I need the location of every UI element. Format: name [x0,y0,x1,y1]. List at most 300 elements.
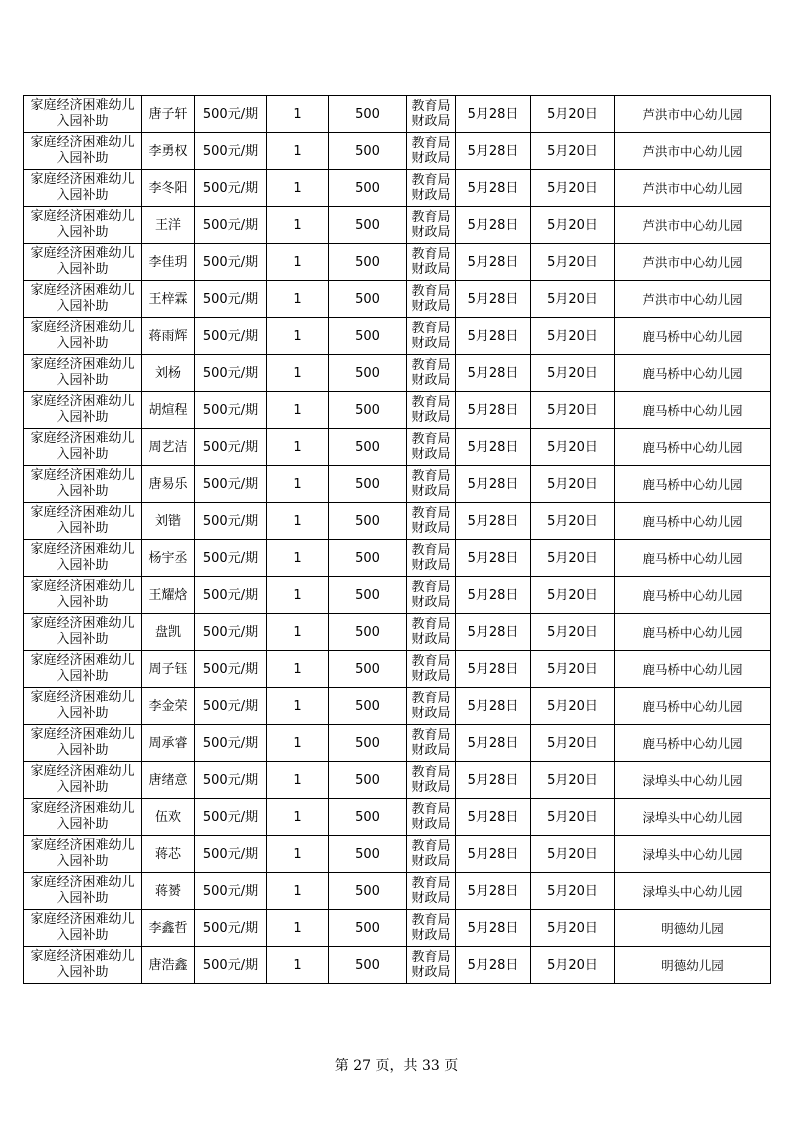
cell-recipient-name: 胡煊程 [142,392,195,429]
cell-department-line: 教育局 [411,173,451,188]
cell-recipient-name: 伍欢 [142,799,195,836]
cell-date-1: 5月28日 [456,762,531,799]
cell-amount: 500 [329,133,407,170]
cell-amount: 500 [329,170,407,207]
cell-subsidy-item-line: 家庭经济困难幼儿 [30,468,135,483]
cell-subsidy-item-line: 入园补助 [56,558,109,573]
cell-amount: 500 [329,873,407,910]
cell-quantity: 1 [267,836,329,873]
cell-school: 鹿马桥中心幼儿园 [615,725,771,762]
cell-subsidy-item-line: 入园补助 [56,891,109,906]
cell-date-1: 5月28日 [456,318,531,355]
cell-standard: 500元/期 [195,873,267,910]
cell-date-1: 5月28日 [456,392,531,429]
cell-department [407,762,456,799]
cell-subsidy-item-line: 家庭经济困难幼儿 [30,875,135,890]
cell-department-line: 财政局 [411,817,451,832]
cell-subsidy-item-line: 家庭经济困难幼儿 [30,505,135,520]
table-row [24,244,771,281]
cell-quantity: 1 [267,688,329,725]
table-row [24,836,771,873]
cell-subsidy-item-line: 入园补助 [56,817,109,832]
cell-standard: 500元/期 [195,318,267,355]
cell-standard: 500元/期 [195,170,267,207]
cell-recipient-name: 唐绪意 [142,762,195,799]
cell-subsidy-item [24,503,142,540]
table-row [24,429,771,466]
cell-department-line: 财政局 [411,928,451,943]
cell-subsidy-item [24,762,142,799]
cell-department [407,392,456,429]
cell-subsidy-item [24,725,142,762]
cell-department [407,170,456,207]
cell-department-line: 财政局 [411,299,451,314]
cell-date-2: 5月20日 [531,466,615,503]
cell-date-2: 5月20日 [531,873,615,910]
table-row [24,355,771,392]
cell-subsidy-item-line: 家庭经济困难幼儿 [30,172,135,187]
cell-department-line: 财政局 [411,114,451,129]
cell-school: 明德幼儿园 [615,947,771,984]
cell-subsidy-item-line: 家庭经济困难幼儿 [30,209,135,224]
cell-department [407,466,456,503]
cell-subsidy-item-line: 入园补助 [56,225,109,240]
cell-amount: 500 [329,762,407,799]
cell-department-line: 教育局 [411,469,451,484]
cell-date-2: 5月20日 [531,392,615,429]
cell-school: 渌埠头中心幼儿园 [615,873,771,910]
cell-date-2: 5月20日 [531,244,615,281]
cell-subsidy-item-line: 入园补助 [56,928,109,943]
cell-department-line: 财政局 [411,558,451,573]
cell-subsidy-item [24,651,142,688]
table-row [24,688,771,725]
cell-quantity: 1 [267,762,329,799]
cell-subsidy-item [24,466,142,503]
cell-quantity: 1 [267,725,329,762]
cell-standard: 500元/期 [195,688,267,725]
cell-quantity: 1 [267,244,329,281]
cell-date-1: 5月28日 [456,96,531,133]
cell-date-1: 5月28日 [456,355,531,392]
cell-amount: 500 [329,392,407,429]
cell-date-1: 5月28日 [456,910,531,947]
table-row [24,947,771,984]
cell-subsidy-item-line: 入园补助 [56,410,109,425]
cell-recipient-name: 王洋 [142,207,195,244]
table-row [24,503,771,540]
cell-department-line: 教育局 [411,284,451,299]
cell-department-line: 财政局 [411,854,451,869]
cell-subsidy-item [24,133,142,170]
cell-recipient-name: 盘凯 [142,614,195,651]
cell-department-line: 财政局 [411,706,451,721]
cell-department-line: 财政局 [411,780,451,795]
cell-department-line: 教育局 [411,654,451,669]
cell-subsidy-item-line: 入园补助 [56,521,109,536]
cell-quantity: 1 [267,355,329,392]
cell-subsidy-item-line: 入园补助 [56,447,109,462]
cell-recipient-name: 王耀焓 [142,577,195,614]
cell-department-line: 教育局 [411,691,451,706]
cell-subsidy-item [24,614,142,651]
cell-subsidy-item-line: 家庭经济困难幼儿 [30,246,135,261]
cell-quantity: 1 [267,799,329,836]
cell-recipient-name: 蒋赟 [142,873,195,910]
cell-amount: 500 [329,281,407,318]
cell-standard: 500元/期 [195,762,267,799]
cell-quantity: 1 [267,577,329,614]
cell-department [407,577,456,614]
cell-department-line: 教育局 [411,580,451,595]
cell-quantity: 1 [267,910,329,947]
cell-subsidy-item [24,910,142,947]
cell-school: 鹿马桥中心幼儿园 [615,614,771,651]
cell-date-2: 5月20日 [531,429,615,466]
table-row [24,207,771,244]
cell-subsidy-item-line: 入园补助 [56,299,109,314]
cell-school: 鹿马桥中心幼儿园 [615,577,771,614]
cell-date-2: 5月20日 [531,688,615,725]
cell-standard: 500元/期 [195,466,267,503]
cell-subsidy-item-line: 家庭经济困难幼儿 [30,838,135,853]
cell-department-line: 财政局 [411,336,451,351]
table-row [24,725,771,762]
cell-subsidy-item [24,577,142,614]
cell-date-2: 5月20日 [531,651,615,688]
cell-date-2: 5月20日 [531,762,615,799]
cell-department [407,355,456,392]
cell-department-line: 教育局 [411,728,451,743]
cell-amount: 500 [329,836,407,873]
cell-subsidy-item [24,355,142,392]
cell-department [407,688,456,725]
cell-recipient-name: 杨宇丞 [142,540,195,577]
cell-subsidy-item-line: 入园补助 [56,595,109,610]
cell-school: 鹿马桥中心幼儿园 [615,466,771,503]
cell-department-line: 教育局 [411,247,451,262]
cell-department [407,540,456,577]
cell-department [407,836,456,873]
cell-subsidy-item-line: 家庭经济困难幼儿 [30,912,135,927]
cell-recipient-name: 刘锴 [142,503,195,540]
table-row [24,170,771,207]
cell-department-line: 财政局 [411,891,451,906]
cell-department-line: 财政局 [411,632,451,647]
cell-quantity: 1 [267,318,329,355]
cell-department-line: 教育局 [411,210,451,225]
cell-recipient-name: 蒋雨辉 [142,318,195,355]
cell-date-2: 5月20日 [531,318,615,355]
cell-subsidy-item-line: 家庭经济困难幼儿 [30,431,135,446]
table-row [24,318,771,355]
cell-date-1: 5月28日 [456,688,531,725]
cell-school: 鹿马桥中心幼儿园 [615,318,771,355]
cell-school: 芦洪市中心幼儿园 [615,207,771,244]
cell-date-1: 5月28日 [456,947,531,984]
cell-standard: 500元/期 [195,207,267,244]
cell-standard: 500元/期 [195,281,267,318]
cell-standard: 500元/期 [195,577,267,614]
cell-recipient-name: 王梓霖 [142,281,195,318]
cell-department [407,614,456,651]
cell-department [407,318,456,355]
cell-department [407,503,456,540]
cell-date-1: 5月28日 [456,244,531,281]
cell-recipient-name: 李鑫哲 [142,910,195,947]
cell-subsidy-item [24,96,142,133]
cell-department [407,96,456,133]
cell-department-line: 教育局 [411,839,451,854]
cell-department-line: 财政局 [411,595,451,610]
cell-quantity: 1 [267,503,329,540]
cell-standard: 500元/期 [195,133,267,170]
cell-department [407,281,456,318]
cell-date-2: 5月20日 [531,503,615,540]
cell-date-1: 5月28日 [456,429,531,466]
cell-department [407,207,456,244]
cell-department-line: 教育局 [411,765,451,780]
cell-date-1: 5月28日 [456,540,531,577]
cell-department-line: 财政局 [411,151,451,166]
cell-date-1: 5月28日 [456,133,531,170]
cell-department [407,910,456,947]
cell-subsidy-item [24,392,142,429]
cell-subsidy-item-line: 入园补助 [56,336,109,351]
cell-subsidy-item-line: 家庭经济困难幼儿 [30,727,135,742]
cell-amount: 500 [329,244,407,281]
cell-subsidy-item-line: 家庭经济困难幼儿 [30,764,135,779]
cell-school: 渌埠头中心幼儿园 [615,799,771,836]
cell-school: 渌埠头中心幼儿园 [615,762,771,799]
cell-recipient-name: 唐浩鑫 [142,947,195,984]
cell-subsidy-item-line: 入园补助 [56,669,109,684]
cell-standard: 500元/期 [195,503,267,540]
cell-quantity: 1 [267,429,329,466]
cell-department-line: 教育局 [411,543,451,558]
cell-school: 鹿马桥中心幼儿园 [615,355,771,392]
cell-date-2: 5月20日 [531,96,615,133]
cell-date-1: 5月28日 [456,577,531,614]
cell-recipient-name: 李金荣 [142,688,195,725]
cell-subsidy-item [24,873,142,910]
cell-department [407,133,456,170]
cell-department [407,947,456,984]
cell-standard: 500元/期 [195,429,267,466]
cell-subsidy-item-line: 入园补助 [56,854,109,869]
cell-department [407,651,456,688]
cell-date-2: 5月20日 [531,170,615,207]
cell-recipient-name: 唐子轩 [142,96,195,133]
cell-department-line: 教育局 [411,136,451,151]
cell-subsidy-item-line: 入园补助 [56,373,109,388]
table-row [24,96,771,133]
cell-standard: 500元/期 [195,96,267,133]
table-row [24,281,771,318]
cell-subsidy-item-line: 入园补助 [56,114,109,129]
cell-department-line: 教育局 [411,358,451,373]
cell-subsidy-item-line: 家庭经济困难幼儿 [30,283,135,298]
cell-date-2: 5月20日 [531,614,615,651]
cell-amount: 500 [329,540,407,577]
cell-subsidy-item-line: 家庭经济困难幼儿 [30,542,135,557]
cell-date-1: 5月28日 [456,836,531,873]
cell-subsidy-item-line: 家庭经济困难幼儿 [30,135,135,150]
cell-school: 鹿马桥中心幼儿园 [615,392,771,429]
table-row [24,614,771,651]
cell-subsidy-item-line: 家庭经济困难幼儿 [30,653,135,668]
cell-department-line: 财政局 [411,743,451,758]
cell-quantity: 1 [267,281,329,318]
cell-recipient-name: 李勇权 [142,133,195,170]
cell-standard: 500元/期 [195,836,267,873]
cell-amount: 500 [329,799,407,836]
cell-department-line: 教育局 [411,432,451,447]
cell-department-line: 财政局 [411,447,451,462]
cell-subsidy-item [24,170,142,207]
cell-standard: 500元/期 [195,947,267,984]
cell-subsidy-item-line: 入园补助 [56,188,109,203]
cell-department-line: 教育局 [411,617,451,632]
subsidy-table [23,95,771,984]
cell-subsidy-item-line: 家庭经济困难幼儿 [30,801,135,816]
cell-subsidy-item-line: 家庭经济困难幼儿 [30,690,135,705]
cell-school: 鹿马桥中心幼儿园 [615,503,771,540]
cell-date-1: 5月28日 [456,281,531,318]
cell-recipient-name: 周艺洁 [142,429,195,466]
cell-date-2: 5月20日 [531,799,615,836]
cell-subsidy-item [24,688,142,725]
table-row [24,873,771,910]
table-row [24,910,771,947]
table-row [24,799,771,836]
cell-department [407,725,456,762]
cell-subsidy-item-line: 入园补助 [56,780,109,795]
cell-quantity: 1 [267,947,329,984]
cell-amount: 500 [329,429,407,466]
cell-school: 芦洪市中心幼儿园 [615,244,771,281]
cell-school: 明德幼儿园 [615,910,771,947]
cell-department [407,873,456,910]
cell-quantity: 1 [267,133,329,170]
table-row [24,540,771,577]
cell-quantity: 1 [267,96,329,133]
cell-department-line: 教育局 [411,913,451,928]
cell-date-2: 5月20日 [531,355,615,392]
cell-school: 芦洪市中心幼儿园 [615,133,771,170]
cell-date-1: 5月28日 [456,651,531,688]
cell-quantity: 1 [267,540,329,577]
cell-date-1: 5月28日 [456,873,531,910]
cell-department-line: 财政局 [411,188,451,203]
cell-subsidy-item-line: 家庭经济困难幼儿 [30,616,135,631]
cell-subsidy-item [24,429,142,466]
cell-recipient-name: 蒋芯 [142,836,195,873]
cell-amount: 500 [329,725,407,762]
cell-subsidy-item-line: 入园补助 [56,743,109,758]
cell-date-2: 5月20日 [531,133,615,170]
cell-department-line: 财政局 [411,262,451,277]
cell-recipient-name: 周承睿 [142,725,195,762]
cell-recipient-name: 李冬阳 [142,170,195,207]
cell-standard: 500元/期 [195,355,267,392]
cell-date-1: 5月28日 [456,170,531,207]
cell-date-1: 5月28日 [456,466,531,503]
cell-subsidy-item [24,281,142,318]
cell-subsidy-item-line: 入园补助 [56,706,109,721]
page-footer: 第 27 页，共 33 页 [334,1058,459,1074]
cell-quantity: 1 [267,614,329,651]
cell-amount: 500 [329,318,407,355]
cell-department-line: 财政局 [411,965,451,980]
cell-subsidy-item [24,836,142,873]
cell-amount: 500 [329,96,407,133]
cell-department-line: 教育局 [411,950,451,965]
cell-amount: 500 [329,910,407,947]
cell-amount: 500 [329,947,407,984]
cell-date-2: 5月20日 [531,281,615,318]
cell-standard: 500元/期 [195,244,267,281]
cell-date-2: 5月20日 [531,207,615,244]
cell-standard: 500元/期 [195,614,267,651]
table-row [24,392,771,429]
cell-quantity: 1 [267,392,329,429]
cell-school: 鹿马桥中心幼儿园 [615,688,771,725]
cell-amount: 500 [329,207,407,244]
cell-date-1: 5月28日 [456,725,531,762]
cell-subsidy-item [24,799,142,836]
cell-recipient-name: 周子钰 [142,651,195,688]
table-row [24,133,771,170]
cell-subsidy-item [24,207,142,244]
cell-school: 芦洪市中心幼儿园 [615,281,771,318]
cell-amount: 500 [329,688,407,725]
cell-standard: 500元/期 [195,799,267,836]
table-row [24,762,771,799]
cell-date-2: 5月20日 [531,836,615,873]
cell-quantity: 1 [267,466,329,503]
cell-quantity: 1 [267,207,329,244]
cell-subsidy-item-line: 家庭经济困难幼儿 [30,394,135,409]
cell-school: 芦洪市中心幼儿园 [615,170,771,207]
cell-subsidy-item [24,318,142,355]
cell-department [407,244,456,281]
cell-date-2: 5月20日 [531,577,615,614]
table-body [24,96,771,984]
cell-department-line: 教育局 [411,506,451,521]
cell-subsidy-item [24,244,142,281]
cell-recipient-name: 唐易乐 [142,466,195,503]
cell-subsidy-item-line: 入园补助 [56,484,109,499]
cell-subsidy-item-line: 家庭经济困难幼儿 [30,320,135,335]
cell-date-2: 5月20日 [531,540,615,577]
cell-amount: 500 [329,466,407,503]
cell-amount: 500 [329,651,407,688]
cell-subsidy-item-line: 入园补助 [56,965,109,980]
cell-amount: 500 [329,577,407,614]
table-row [24,466,771,503]
cell-department-line: 教育局 [411,99,451,114]
cell-recipient-name: 李佳玥 [142,244,195,281]
cell-department-line: 教育局 [411,802,451,817]
cell-department-line: 财政局 [411,373,451,388]
cell-department-line: 财政局 [411,669,451,684]
cell-date-1: 5月28日 [456,503,531,540]
cell-subsidy-item-line: 家庭经济困难幼儿 [30,357,135,372]
cell-department-line: 教育局 [411,321,451,336]
cell-school: 鹿马桥中心幼儿园 [615,540,771,577]
cell-date-2: 5月20日 [531,947,615,984]
